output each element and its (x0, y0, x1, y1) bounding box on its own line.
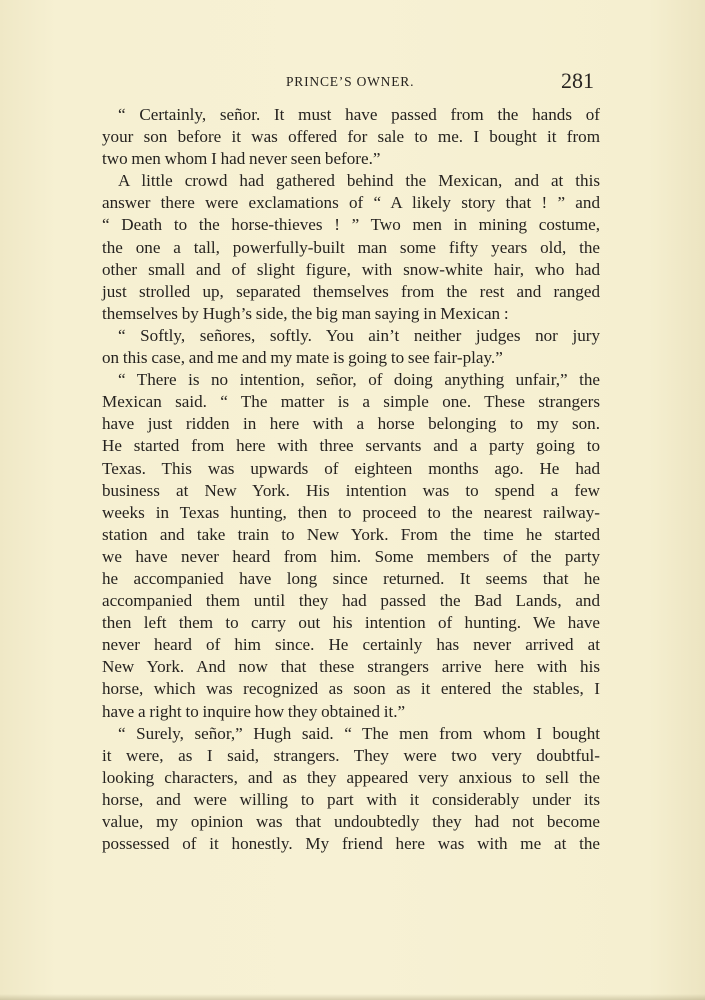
text-line: then left them to carry out his intention of hunting. We have (102, 613, 600, 633)
page-number: 281 (561, 68, 594, 93)
text-line: “ Surely, señor,” Hugh said. “ The men from whom I bought (118, 723, 600, 743)
text-line: answer there were exclamations of “ A likely story that ! ” and (102, 193, 600, 213)
text-line: “ Certainly, señor. It must have passed from the hands of (118, 105, 600, 124)
text-line: Mexican said. “ The matter is a simple one. These strangers (102, 392, 600, 412)
text-line: the one a tall, powerfully-built man some fifty years old, the (102, 237, 600, 257)
text-line: New York. And now that these strangers arrive here with his (102, 657, 600, 677)
text-line: he accompanied have long since returned. It seems that he (102, 568, 600, 588)
text-line: A little crowd had gathered behind the Mexican, and at this (118, 171, 600, 191)
text-line: have a right to inquire how they obtained it.” (102, 701, 406, 721)
body-text (102, 104, 600, 855)
text-line: never heard of him since. He certainly has never arrived at (102, 635, 600, 655)
text-line: looking characters, and as they appeared very anxious to sell the (102, 767, 600, 787)
text-line: value, my opinion was that undoubtedly they had not become (102, 812, 600, 831)
text-line: “ There is no intention, señor, of doing anything unfair,” the (118, 370, 600, 390)
text-line: possessed of it honestly. My friend here was with me at the (102, 834, 600, 854)
text-line: themselves by Hugh’s side, the big man saying in Mexican : (102, 303, 509, 323)
text-line: it were, as I said, strangers. They were two very doubtful- (102, 745, 600, 765)
text-line: horse, and were willing to part with it considerably under its (102, 789, 600, 809)
text-line: your son before it was offered for sale to me. I bought it from (102, 127, 600, 147)
text-line: weeks in Texas hunting, then to proceed to the nearest railway- (102, 502, 600, 522)
text-line: we have never heard from him. Some members of the party (102, 546, 600, 566)
text-line: station and take train to New York. From the time he started (102, 524, 600, 544)
text-line: on this case, and me and my mate is going to see fair-play.” (102, 348, 503, 368)
running-head (0, 66, 705, 96)
text-line: accompanied them until they had passed the Bad Lands, and (102, 591, 600, 611)
text-line: horse, which was recognized as soon as it entered the stables, I (102, 679, 600, 699)
text-line: business at New York. His intention was to spend a few (102, 480, 600, 500)
text-line: two men whom I had never seen before.” (102, 149, 381, 169)
text-line: just strolled up, separated themselves from the rest and ranged (102, 281, 600, 301)
text-line: “ Softly, señores, softly. You ain’t neither judges nor jury (118, 325, 600, 345)
running-title: PRINCE’S OWNER. (286, 74, 415, 89)
text-line: other small and of slight figure, with snow-white hair, who had (102, 259, 600, 279)
text-line: He started from here with three servants and a party going to (102, 436, 600, 456)
text-line: Texas. This was upwards of eighteen months ago. He had (102, 458, 600, 478)
text-line: have just ridden in here with a horse belonging to my son. (102, 414, 600, 434)
text-line: “ Death to the horse-thieves ! ” Two men in mining costume, (102, 215, 600, 235)
page-bottom-edge (0, 994, 705, 1000)
